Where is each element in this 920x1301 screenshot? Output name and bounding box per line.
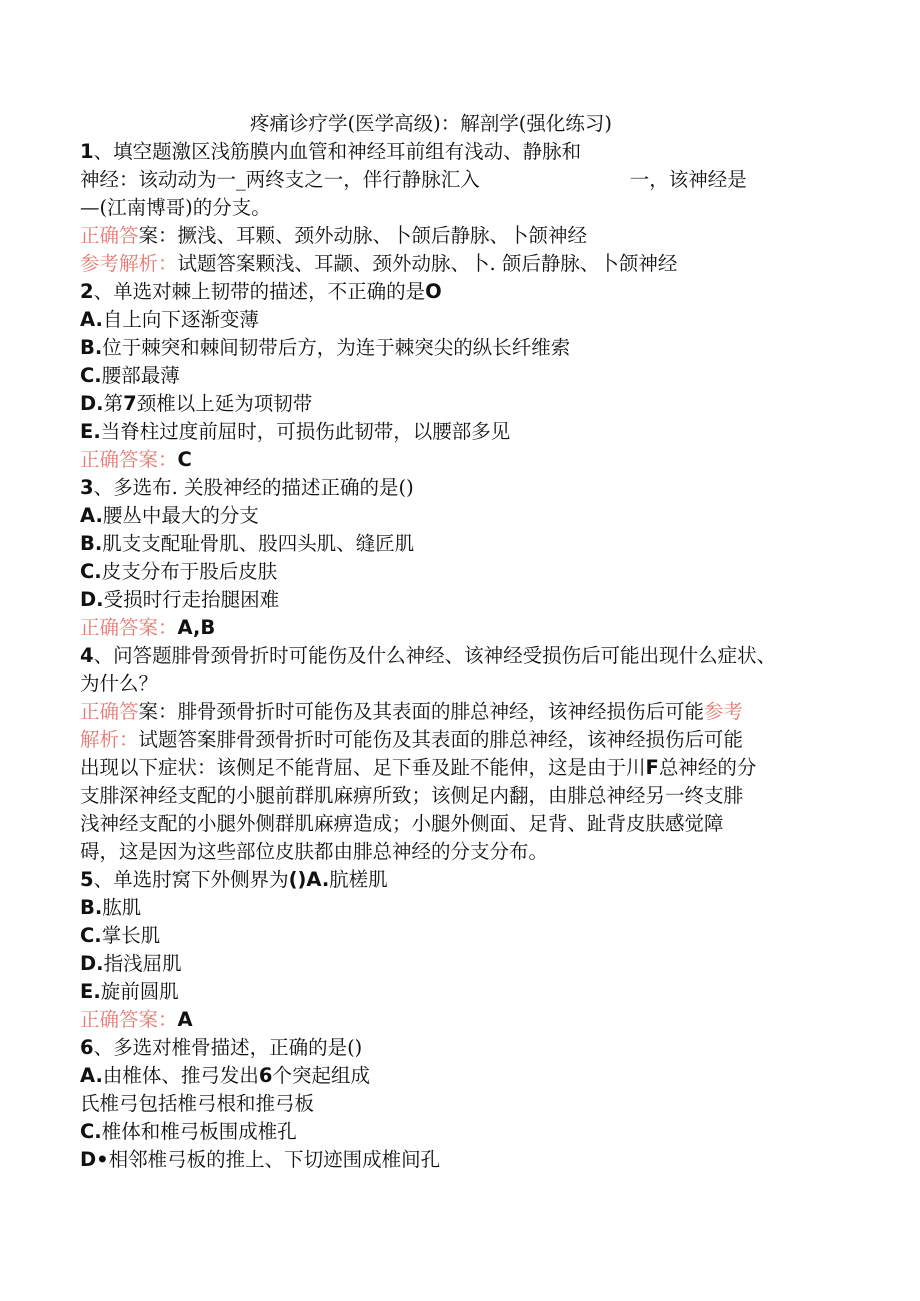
analysis-label: 参考 bbox=[704, 700, 744, 723]
option-text: 指浅屈肌 bbox=[103, 952, 182, 975]
question-3-answer bbox=[80, 614, 215, 642]
option-b bbox=[80, 530, 414, 558]
option-text: 位于棘突和棘间韧带后方，为连于棘突尖的纵长纤维索 bbox=[102, 336, 571, 359]
question-5-stem bbox=[80, 866, 388, 894]
option-letter: D. bbox=[80, 952, 104, 975]
option-a bbox=[80, 306, 259, 334]
answer-label: 正确答案： bbox=[80, 448, 178, 471]
option-text: 椎体和椎弓板围成椎孔 bbox=[101, 1120, 297, 1143]
analysis-text: 总神经的分 bbox=[658, 756, 757, 779]
question-number: 3 bbox=[80, 476, 94, 499]
option-d bbox=[80, 390, 312, 418]
question-number: 6 bbox=[80, 1036, 94, 1059]
option-letter: A. bbox=[80, 504, 103, 527]
answer-text: A,B bbox=[177, 616, 216, 639]
question-4-stem bbox=[80, 642, 776, 670]
option-letter: B. bbox=[80, 896, 103, 919]
option-text: 第 bbox=[103, 392, 124, 415]
option-letter: C. bbox=[80, 364, 102, 387]
question-4-analysis-line5: 碍，这是因为这些部位皮肤都由腓总神经的分支分布。 bbox=[80, 840, 549, 863]
option-text: 肌支支配耻骨肌、股四头肌、缝匠肌 bbox=[102, 532, 415, 555]
question-text: 、单选对棘上韧带的描述，不正确的是 bbox=[93, 280, 426, 303]
option-letter: E. bbox=[80, 420, 101, 443]
option-a bbox=[80, 1062, 370, 1090]
question-4-answer bbox=[80, 698, 743, 726]
option-text: 旋前圆肌 bbox=[100, 980, 179, 1003]
option-text: 颈椎以上延为项韧带 bbox=[136, 392, 313, 415]
question-number: 4 bbox=[80, 644, 94, 667]
option-text: 掌长肌 bbox=[101, 924, 161, 947]
question-2-stem bbox=[80, 278, 442, 306]
option-c bbox=[80, 362, 180, 390]
option-text: 由椎体、推弓发出 bbox=[102, 1064, 259, 1087]
question-text: 、单选肘窝下外侧界为 bbox=[93, 868, 289, 891]
question-4-analysis-line2 bbox=[80, 754, 756, 782]
question-1-stem bbox=[80, 138, 581, 166]
option-a bbox=[80, 502, 259, 530]
question-text: 、问答题腓骨颈骨折时可能伤及什么神经、该神经受损伤后可能出现什么症状、 bbox=[93, 644, 777, 667]
option-text: 氏椎弓包括椎弓根和推弓板 bbox=[80, 1092, 315, 1115]
option-text: 皮支分布于股后皮肤 bbox=[101, 560, 278, 583]
analysis-label: 解析： bbox=[80, 728, 139, 751]
question-number: 5 bbox=[80, 868, 94, 891]
question-text: 、多选布. 关股神经的描述正确的是() bbox=[93, 476, 414, 499]
analysis-text: 试题答案腓骨颈骨折时可能伤及其表面的腓总神经，该神经损伤后可能 bbox=[138, 728, 744, 751]
question-1-line3: —(江南博哥)的分支。 bbox=[80, 196, 271, 219]
question-text: 、多选对椎骨描述，正确的是() bbox=[93, 1036, 363, 1059]
option-letter: B. bbox=[80, 336, 103, 359]
option-letter: A. bbox=[80, 308, 103, 331]
option-c bbox=[80, 558, 277, 586]
question-6-stem bbox=[80, 1034, 362, 1062]
option-text: 自上向下逐渐变薄 bbox=[102, 308, 259, 331]
question-text: O bbox=[425, 280, 442, 303]
question-text: 一，该神经是 bbox=[629, 168, 747, 191]
option-e bbox=[80, 978, 179, 1006]
analysis-text: 出现以下症状：该侧足不能背屈、足下垂及趾不能伸，这是由于川 bbox=[80, 756, 646, 779]
option-text: 当脊柱过度前屈时，可损伤此韧带，以腰部多见 bbox=[100, 420, 511, 443]
option-text: 腰部最薄 bbox=[101, 364, 180, 387]
analysis-text: 试题答案颗浅、耳颛、颈外动脉、卜. 颌后静脉、卜颌神经 bbox=[177, 252, 678, 275]
question-4-analysis bbox=[80, 726, 743, 754]
option-text: 腰丛中最大的分支 bbox=[102, 504, 259, 527]
question-4-stem-line2: 为什么？ bbox=[80, 672, 159, 695]
answer-label: 正确答案： bbox=[80, 1008, 178, 1031]
option-letter: C. bbox=[80, 924, 102, 947]
option-text: 肱肌 bbox=[102, 896, 142, 919]
option-d bbox=[80, 586, 279, 614]
option-text: 6 bbox=[258, 1064, 273, 1087]
option-text: 个突起组成 bbox=[272, 1064, 370, 1087]
analysis-label: 参考解析： bbox=[80, 252, 178, 275]
question-3-stem bbox=[80, 474, 414, 502]
option-letter: D• bbox=[80, 1148, 109, 1171]
answer-label: 正确答 bbox=[80, 700, 139, 723]
option-e bbox=[80, 418, 510, 446]
option-d bbox=[80, 950, 182, 978]
question-number: 2 bbox=[80, 280, 94, 303]
option-c bbox=[80, 1118, 297, 1146]
answer-text: A bbox=[177, 1008, 193, 1031]
option-text: 7 bbox=[123, 392, 137, 415]
option-text: 相邻椎弓板的推上、下切迹围成椎间孔 bbox=[108, 1148, 441, 1171]
option-c bbox=[80, 922, 160, 950]
option-text: 肮槎肌 bbox=[329, 868, 388, 891]
answer-label: 正确答 bbox=[80, 224, 139, 247]
option-letter: E. bbox=[80, 980, 101, 1003]
option-b bbox=[80, 1090, 314, 1118]
question-4-analysis-line3: 支腓深神经支配的小腿前群肌麻痹所致；该侧足内翻，由腓总神经另一终支腓 bbox=[80, 784, 744, 807]
option-letter: B. bbox=[80, 532, 103, 555]
question-number: 1 bbox=[80, 140, 94, 163]
option-letter: C. bbox=[80, 1120, 102, 1143]
option-letter: D. bbox=[80, 392, 104, 415]
page-title: 疼痛诊疗学(医学高级)：解剖学(强化练习) bbox=[250, 112, 612, 135]
option-letter: ()A. bbox=[288, 868, 330, 891]
option-b bbox=[80, 334, 570, 362]
question-2-answer bbox=[80, 446, 192, 474]
answer-label: 正确答案： bbox=[80, 616, 178, 639]
answer-text: C bbox=[177, 448, 192, 471]
option-letter: C. bbox=[80, 560, 102, 583]
analysis-text: F bbox=[645, 756, 659, 779]
question-1-line2 bbox=[80, 166, 747, 194]
option-d bbox=[80, 1146, 440, 1174]
option-letter: A. bbox=[80, 1064, 103, 1087]
question-text: 神经：该动动为一_两终支之一，伴行静脉汇入 bbox=[80, 168, 480, 191]
option-letter: D. bbox=[80, 588, 104, 611]
question-4-analysis-line4: 浅神经支配的小腿外侧群肌麻痹造成；小腿外侧面、足背、趾背皮肤感觉障 bbox=[80, 812, 724, 835]
option-b bbox=[80, 894, 141, 922]
question-1-analysis bbox=[80, 250, 677, 278]
question-1-answer bbox=[80, 222, 587, 250]
question-text: 、填空题激区浅筋膜内血管和神经耳前组有浅动、静脉和 bbox=[93, 140, 582, 163]
question-5-answer bbox=[80, 1006, 193, 1034]
answer-text: 案：撅浅、耳颗、颈外动脉、卜颌后静脉、卜颌神经 bbox=[138, 224, 588, 247]
answer-text: 案：腓骨颈骨折时可能伤及其表面的腓总神经，该神经损伤后可能 bbox=[138, 700, 705, 723]
option-text: 受损时行走抬腿困难 bbox=[103, 588, 280, 611]
